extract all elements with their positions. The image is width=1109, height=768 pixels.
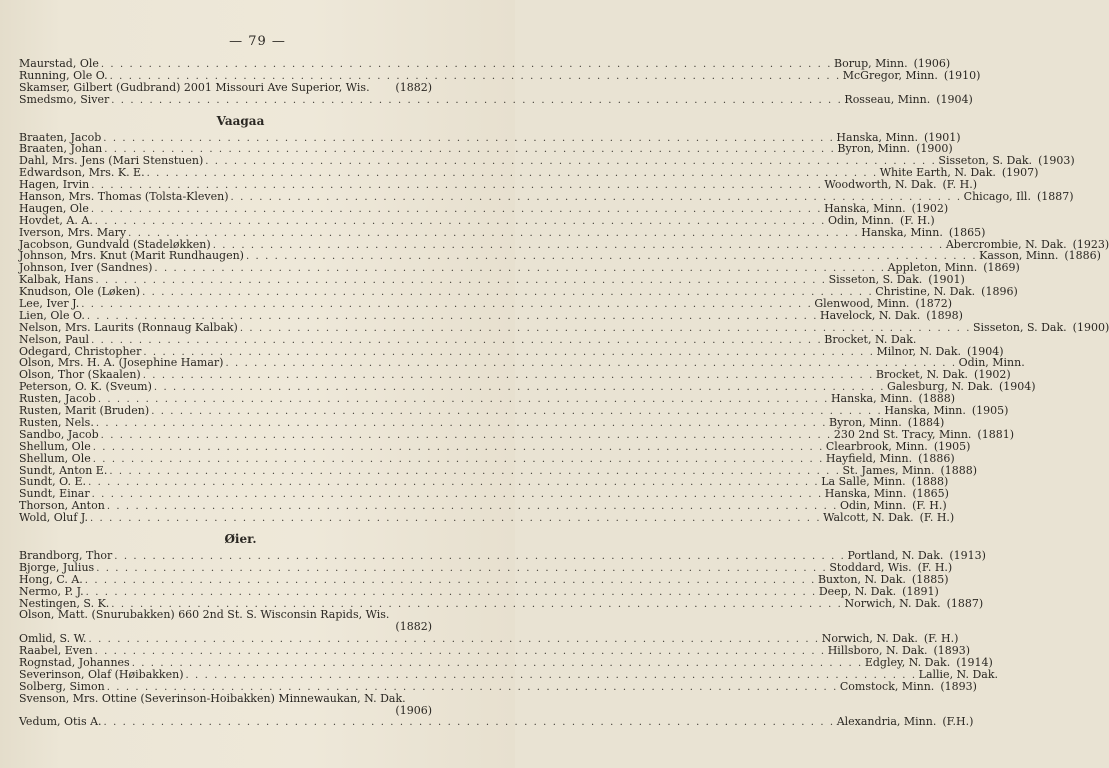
leader-dots: . . . . . . . . . . . . . . . . . . . . . . . . . . . . . . . . . . . . . . . . . . . . . . . . . . . . . . . . . . . . . . . . . . . . . . . . . . . . . — [128, 227, 860, 239]
entry-name: Hanson, Mrs. Thomas (Tolsta-Kleven) — [19, 190, 229, 204]
directory-entry — [19, 68, 981, 82]
entry-place: Sisseton, S. Dak. — [973, 320, 1067, 334]
leader-dots: . . . . . . . . . . . . . . . . . . . . . . . . . . . . . . . . . . . . . . . . . . . . . . . . . . . . . . . . . . . . . . . . . . . . . . . . . . . . . — [97, 394, 829, 406]
directory-entry — [19, 572, 949, 586]
entry-name: Vedum, Otis A. — [19, 715, 102, 729]
entry-name: Nestingen, S. K. — [19, 596, 110, 610]
entry-year: (F. H.) — [912, 499, 947, 513]
directory-entry — [19, 332, 917, 346]
entry-name: Shellum, Ole — [19, 439, 91, 453]
entry-name: Hong, C. A. — [19, 572, 83, 586]
entry-year: (1887) — [946, 596, 984, 610]
entry-name: Kalbak, Hans — [19, 273, 94, 287]
entry-name: Braaten, Johan — [19, 142, 103, 156]
entry-place: Galesburg, N. Dak. — [887, 380, 993, 394]
leader-dots: . . . . . . . . . . . . . . . . . . . . . . . . . . . . . . . . . . . . . . . . . . . . . . . . . . . . . . . . . . . . . . . . . . . . . . . . . . . . . — [95, 275, 827, 287]
entry-place: Havelock, N. Dak. — [819, 308, 921, 322]
entry-year: (1869) — [983, 261, 1020, 275]
entry-year: (1913) — [949, 548, 986, 562]
entry-place: Byron, Minn. — [828, 415, 902, 429]
leader-dots: . . . . . . . . . . . . . . . . . . . . . . . . . . . . . . . . . . . . . . . . . . . . . . . . . . . . . . . . . . . . . . . . . . . . . . . . . . . . . — [103, 132, 835, 144]
leader-dots: . . . . . . . . . . . . . . . . . . . . . . . . . . . . . . . . . . . . . . . . . . . . . . . . . . . . . . . . . . . . . . . . . . . . . . . . . . . . . — [225, 358, 957, 370]
entry-name: Sundt, Einar — [19, 487, 90, 501]
leader-dots: . . . . . . . . . . . . . . . . . . . . . . . . . . . . . . . . . . . . . . . . . . . . . . . . . . . . . . . . . . . . . . . . . . . . . . . . . . . . . — [142, 370, 874, 382]
directory-entry — [19, 92, 973, 106]
entry-place: Abercrombie, N. Dak. — [945, 237, 1067, 251]
entry-year: (1910) — [943, 68, 981, 82]
entry-year: (1893) — [933, 644, 971, 658]
entry-name: Olson, Thor (Skaalen) — [19, 368, 141, 382]
leader-dots: . . . . . . . . . . . . . . . . . . . . . . . . . . . . . . . . . . . . . . . . . . . . . . . . . . . . . . . . . . . . . . . . . . . . . . . . . . . . . — [86, 310, 818, 322]
entry-place: Hillsboro, N. Dak. — [827, 644, 928, 658]
entry-year: (1882) — [395, 80, 432, 94]
entry-name: Haugen, Ole — [19, 201, 89, 215]
entry-place: McGregor, Minn. — [842, 68, 938, 82]
section-title: Øier. — [224, 531, 257, 546]
entry-name: Jacobson, Gundvald (Stadeløkken) — [19, 237, 211, 251]
entry-place: La Salle, Minn. — [821, 475, 906, 489]
entry-name: Smedsmo, Siver — [19, 92, 110, 106]
entry-place: Norwich, N. Dak. — [844, 596, 941, 610]
entry-year: (1893) — [940, 679, 977, 693]
entry-name: Knudson, Ole (Løken) — [19, 285, 141, 299]
leader-dots: . . . . . . . . . . . . . . . . . . . . . . . . . . . . . . . . . . . . . . . . . . . . . . . . . . . . . . . . . . . . . . . . . . . . . . . . . . . . . — [205, 156, 937, 168]
entry-name: Running, Ole O. — [19, 68, 108, 82]
entry-year: (1906) — [913, 57, 951, 70]
entry-name: Olson, Matt. (Snurubakken) 660 2nd St. S. Wisconsin Rapids, Wis. — [19, 608, 390, 622]
entry-year: (1904) — [998, 380, 1036, 394]
entry-place: Brocket, N. Dak. — [824, 332, 917, 346]
directory-entry — [19, 201, 949, 215]
entry-year-continued: (1882) — [395, 620, 432, 634]
entry-year: (1884) — [907, 415, 945, 429]
directory-entry — [19, 439, 971, 453]
entry-place: Comstock, Minn. — [839, 679, 935, 693]
leader-dots: . . . . . . . . . . . . . . . . . . . . . . . . . . . . . . . . . . . . . . . . . . . . . . . . . . . . . . . . . . . . . . . . . . . . . . . . . . . . . — [109, 465, 841, 477]
entry-year: (1901) — [928, 273, 965, 287]
entry-name: Hagen, Irvin — [19, 178, 90, 192]
entry-place: Kasson, Minn. — [979, 249, 1059, 263]
entry-year: (1891) — [902, 584, 939, 598]
entry-year: (1888) — [918, 392, 956, 406]
entry-year: (1904) — [936, 92, 973, 106]
entry-name: Dahl, Mrs. Jens (Mari Stenstuen) — [19, 154, 204, 168]
leader-dots: . . . . . . . . . . . . . . . . . . . . . . . . . . . . . . . . . . . . . . . . . . . . . . . . . . . . . . . . . . . . . . . . . . . . . . . . . . . . . — [212, 239, 944, 251]
leader-dots: . . . . . . . . . . . . . . . . . . . . . . . . . . . . . . . . . . . . . . . . . . . . . . . . . . . . . . . . . . . . . . . . . . . . . . . . . . . . . — [106, 501, 838, 513]
entry-name: Rusten, Marit (Bruden) — [19, 404, 150, 418]
leader-dots: . . . . . . . . . . . . . . . . . . . . . . . . . . . . . . . . . . . . . . . . . . . . . . . . . . . . . . . . . . . . . . . . . . . . . . . . . . . . . — [92, 453, 824, 465]
directory-entry — [19, 427, 1014, 441]
leader-dots: . . . . . . . . . . . . . . . . . . . . . . . . . . . . . . . . . . . . . . . . . . . . . . . . . . . . . . . . . . . . . . . . . . . . . . . . . . . . . — [146, 168, 878, 180]
entry-year: (1905) — [933, 439, 971, 453]
entry-place: White Earth, N. Dak. — [879, 166, 996, 180]
directory-entry — [19, 225, 986, 239]
directory-entry — [19, 511, 955, 525]
entry-name: Svenson, Mrs. Ottine (Severinson-Hoibakken) Minnewaukan, N. Dak. — [19, 691, 406, 705]
entry-year: (1888) — [940, 463, 978, 477]
entry-year-continued: (1906) — [395, 703, 432, 717]
entry-name: Sundt, O. E. — [19, 475, 87, 489]
leader-dots: . . . . . . . . . . . . . . . . . . . . . . . . . . . . . . . . . . . . . . . . . . . . . . . . . . . . . . . . . . . . . . . . . . . . . . . . . . . . . — [131, 657, 863, 669]
entry-name: Nelson, Paul — [19, 332, 90, 346]
entry-place: Hanska, Minn. — [861, 225, 943, 239]
entry-name: Severinson, Olaf (Høibakken) — [19, 667, 184, 681]
directory-entry — [19, 679, 977, 693]
directory-entry — [19, 693, 432, 705]
entry-place: Stoddard, Wis. — [829, 560, 912, 574]
leader-dots: . . . . . . . . . . . . . . . . . . . . . . . . . . . . . . . . . . . . . . . . . . . . . . . . . . . . . . . . . . . . . . . . . . . . . . . . . . . . . — [91, 180, 823, 192]
entry-name: Nelson, Mrs. Laurits (Ronnaug Kalbak) — [19, 320, 238, 334]
entry-year: (F. H.) — [942, 178, 978, 192]
entry-name: Bjorge, Julius — [19, 560, 95, 574]
entry-year: (1900) — [1072, 320, 1109, 334]
entry-name: Hovdet, A. A. — [19, 213, 93, 227]
leader-dots: . . . . . . . . . . . . . . . . . . . . . . . . . . . . . . . . . . . . . . . . . . . . . . . . . . . . . . . . . . . . . . . . . . . . . . . . . . . . . — [90, 203, 823, 215]
entry-place: Brocket, N. Dak. — [875, 368, 969, 382]
entry-name: Brandborg, Thor — [19, 548, 113, 562]
page-number: — 79 — — [229, 34, 286, 49]
entry-name: Raabel, Even — [19, 644, 93, 658]
entry-place: Buxton, N. Dak. — [817, 572, 906, 586]
leader-dots: . . . . . . . . . . . . . . . . . . . . . . . . . . . . . . . . . . . . . . . . . . . . . . . . . . . . . . . . . . . . . . . . . . . . . . . . . . . . . — [88, 634, 820, 646]
leader-dots: . . . . . . . . . . . . . . . . . . . . . . . . . . . . . . . . . . . . . . . . . . . . . . . . . . . . . . . . . . . . . . . . . . . . . . . . . . . . . — [114, 550, 846, 562]
entry-place: Clearbrook, Minn. — [825, 439, 928, 453]
entry-year: (1865) — [948, 225, 986, 239]
leader-dots: . . . . . . . . . . . . . . . . . . . . . . . . . . . . . . . . . . . . . . . . . . . . . . . . . . . . . . . . . . . . . . . . . . . . . . . . . . . . . — [111, 94, 843, 106]
entry-place: Byron, Minn. — [837, 142, 911, 156]
entry-place: Odin, Minn. — [839, 499, 907, 513]
leader-dots: . . . . . . . . . . . . . . . . . . . . . . . . . . . . . . . . . . . . . . . . . . . . . . . . . . . . . . . . . . . . . . . . . . . . . . . . . . . . . — [245, 251, 978, 263]
entry-year: (1905) — [971, 404, 1009, 418]
leader-dots: . . . . . . . . . . . . . . . . . . . . . . . . . . . . . . . . . . . . . . . . . . . . . . . . . . . . . . . . . . . . . . . . . . . . . . . . . . . . . — [94, 646, 826, 658]
leader-dots: . . . . . . . . . . . . . . . . . . . . . . . . . . . . . . . . . . . . . . . . . . . . . . . . . . . . . . . . . . . . . . . . . . . . . . . . . . . . . — [94, 215, 826, 227]
leader-dots: . . . . . . . . . . . . . . . . . . . . . . . . . . . . . . . . . . . . . . . . . . . . . . . . . . . . . . . . . . . . . . . . . . . . . . . . . . . . . — [100, 429, 832, 441]
entry-place: Borup, Minn. — [834, 57, 908, 70]
leader-dots: . . . . . . . . . . . . . . . . . . . . . . . . . . . . . . . . . . . . . . . . . . . . . . . . . . . . . . . . . . . . . . . . . . . . . . . . . . . . . — [91, 334, 823, 346]
leader-dots: . . . . . . . . . . . . . . . . . . . . . . . . . . . . . . . . . . . . . . . . . . . . . . . . . . . . . . . . . . . . . . . . . . . . . . . . . . . . . — [104, 144, 836, 156]
leader-dots: . . . . . . . . . . . . . . . . . . . . . . . . . . . . . . . . . . . . . . . . . . . . . . . . . . . . . . . . . . . . . . . . . . . . . . . . . . . . . — [142, 287, 874, 299]
entry-place: Walcott, N. Dak. — [823, 511, 914, 525]
directory-list — [19, 57, 1109, 729]
entry-name: Rognstad, Johannes — [19, 655, 130, 669]
entry-place: Appleton, Minn. — [887, 261, 978, 275]
section-title: Vaagaa — [216, 113, 265, 128]
entry-place: Hanska, Minn. — [836, 130, 918, 144]
leader-dots: . . . . . . . . . . . . . . . . . . . . . . . . . . . . . . . . . . . . . . . . . . . . . . . . . . . . . . . . . . . . . . . . . . . . . . . . . . . . . — [92, 441, 824, 453]
leader-dots: . . . . . . . . . . . . . . . . . . . . . . . . . . . . . . . . . . . . . . . . . . . . . . . . . . . . . . . . . . . . . . . . . . . . . . . . . . . . . — [91, 489, 823, 501]
entry-name: Olson, Mrs. H. A. (Josephine Hamar) — [19, 356, 224, 370]
entry-name: Edwardson, Mrs. K. E. — [19, 166, 145, 180]
entry-year: (F. H.) — [917, 560, 953, 574]
directory-entry — [19, 609, 432, 621]
leader-dots: . . . . . . . . . . . . . . . . . . . . . . . . . . . . . . . . . . . . . . . . . . . . . . . . . . . . . . . . . . . . . . . . . . . . . . . . . . . . . — [88, 477, 820, 489]
leader-dots: . . . . . . . . . . . . . . . . . . . . . . . . . . . . . . . . . . . . . . . . . . . . . . . . . . . . . . . . . . . . . . . . . . . . . . . . . . . . . — [154, 263, 886, 275]
entry-place: Odin, Minn. — [958, 356, 1025, 370]
leader-dots: . . . . . . . . . . . . . . . . . . . . . . . . . . . . . . . . . . . . . . . . . . . . . . . . . . . . . . . . . . . . . . . . . . . . . . . . . . . . . — [111, 598, 843, 610]
entry-place: Deep, N. Dak. — [818, 584, 897, 598]
entry-name: Solberg, Simon — [19, 679, 105, 693]
entry-year: (1901) — [923, 130, 961, 144]
entry-year: (1886) — [1064, 249, 1101, 263]
entry-place: Rosseau, Minn. — [844, 92, 931, 106]
entry-place: Sisseton, S. Dak. — [938, 154, 1033, 168]
leader-dots: . . . . . . . . . . . . . . . . . . . . . . . . . . . . . . . . . . . . . . . . . . . . . . . . . . . . . . . . . . . . . . . . . . . . . . . . . . . . . — [143, 346, 875, 358]
entry-year: (1885) — [911, 572, 949, 586]
leader-dots: . . . . . . . . . . . . . . . . . . . . . . . . . . . . . . . . . . . . . . . . . . . . . . . . . . . . . . . . . . . . . . . . . . . . . . . . . . . . . — [109, 70, 841, 82]
leader-dots: . . . . . . . . . . . . . . . . . . . . . . . . . . . . . . . . . . . . . . . . . . . . . . . . . . . . . . . . . . . . . . . . . . . . . . . . . . . . . — [106, 681, 838, 693]
entry-name: Lee, Iver J. — [19, 297, 80, 311]
entry-year: (1900) — [916, 142, 953, 156]
directory-entry — [19, 285, 1018, 299]
directory-entry — [19, 320, 1109, 334]
entry-place: Hanska, Minn. — [830, 392, 913, 406]
entry-name: Odegard, Christopher — [19, 344, 142, 358]
leader-dots: . . . . . . . . . . . . . . . . . . . . . . . . . . . . . . . . . . . . . . . . . . . . . . . . . . . . . . . . . . . . . . . . . . . . . . . . . . . . . — [95, 417, 827, 429]
entry-place: Milnor, N. Dak. — [876, 344, 961, 358]
entry-place: Lallie, N. Dak. — [918, 667, 999, 681]
entry-name: Skamser, Gilbert (Gudbrand) 2001 Missouri Ave Superior, Wis. — [19, 80, 370, 94]
leader-dots: . . . . . . . . . . . . . . . . . . . . . . . . . . . . . . . . . . . . . . . . . . . . . . . . . . . . . . . . . . . . . . . . . . . . . . . . . . . . . — [96, 562, 828, 574]
entry-place: Portland, N. Dak. — [847, 548, 944, 562]
entry-year: (1881) — [977, 427, 1014, 441]
entry-year: (1888) — [911, 475, 949, 489]
leader-dots: . . . . . . . . . . . . . . . . . . . . . . . . . . . . . . . . . . . . . . . . . . . . . . . . . . . . . . . . . . . . . . . . . . . . . . . . . . . . . — [153, 382, 886, 394]
entry-name: Maurstad, Ole — [19, 57, 99, 70]
entry-year: (F. H.) — [923, 632, 959, 646]
entry-place: Woodworth, N. Dak. — [824, 178, 937, 192]
entry-place: Christine, N. Dak. — [875, 285, 976, 299]
leader-dots: . . . . . . . . . . . . . . . . . . . . . . . . . . . . . . . . . . . . . . . . . . . . . . . . . . . . . . . . . . . . . . . . . . . . . . . . . . . . . — [81, 299, 813, 311]
entry-name: Sundt, Anton E. — [19, 463, 108, 477]
entry-place: St. James, Minn. — [842, 463, 935, 477]
entry-name: Rusten, Nels. — [19, 415, 94, 429]
entry-year: (F.H.) — [942, 715, 974, 729]
entry-place: Hanska, Minn. — [824, 487, 907, 501]
entry-year: (1902) — [974, 368, 1011, 382]
directory-entry — [19, 82, 432, 94]
entry-place: Hanska, Minn. — [824, 201, 906, 215]
leader-dots: . . . . . . . . . . . . . . . . . . . . . . . . . . . . . . . . . . . . . . . . . . . . . . . . . . . . . . . . . . . . . . . . . . . . . . . . . . . . . — [85, 586, 817, 598]
entry-name: Rusten, Jacob — [19, 392, 96, 406]
entry-year: (1898) — [926, 308, 963, 322]
entry-name: Sandbo, Jacob — [19, 427, 99, 441]
leader-dots: . . . . . . . . . . . . . . . . . . . . . . . . . . . . . . . . . . . . . . . . . . . . . . . . . . . . . . . . . . . . . . . . . . . . . . . . . . . . . — [230, 192, 962, 204]
entry-place: Glenwood, Minn. — [814, 297, 910, 311]
entry-name: Omlid, S. W. — [19, 632, 87, 646]
entry-name: Shellum, Ole — [19, 451, 91, 465]
entry-name: Lien, Ole O. — [19, 308, 85, 322]
entry-year: (1914) — [956, 655, 993, 669]
entry-place: Alexandria, Minn. — [836, 715, 937, 729]
entry-place: Sisseton, S. Dak. — [828, 273, 923, 287]
entry-year: (1907) — [1001, 166, 1039, 180]
entry-year: (1872) — [915, 297, 952, 311]
directory-entry — [19, 667, 999, 681]
leader-dots: . . . . . . . . . . . . . . . . . . . . . . . . . . . . . . . . . . . . . . . . . . . . . . . . . . . . . . . . . . . . . . . . . . . . . . . . . . . . . — [239, 322, 971, 334]
directory-entry — [19, 584, 939, 598]
entry-place: Hanska, Minn. — [884, 404, 966, 418]
entry-year: (1902) — [911, 201, 949, 215]
directory-entry — [19, 451, 955, 465]
leader-dots: . . . . . . . . . . . . . . . . . . . . . . . . . . . . . . . . . . . . . . . . . . . . . . . . . . . . . . . . . . . . . . . . . . . . . . . . . . . . . — [89, 513, 822, 525]
entry-year: (1887) — [1036, 190, 1074, 204]
entry-name: Braaten, Jacob — [19, 130, 102, 144]
entry-name: Johnson, Iver (Sandnes) — [19, 261, 153, 275]
entry-place: Edgley, N. Dak. — [864, 655, 951, 669]
entry-year: (1903) — [1038, 154, 1075, 168]
leader-dots: . . . . . . . . . . . . . . . . . . . . . . . . . . . . . . . . . . . . . . . . . . . . . . . . . . . . . . . . . . . . . . . . . . . . . . . . . . . . . — [84, 574, 816, 586]
directory-entry — [19, 560, 953, 574]
entry-year: (1923) — [1072, 237, 1109, 251]
entry-name: Peterson, O. K. (Sveum) — [19, 380, 152, 394]
entry-name: Wold, Oluf J. — [19, 511, 88, 525]
entry-year: (1896) — [981, 285, 1018, 299]
leader-dots: . . . . . . . . . . . . . . . . . . . . . . . . . . . . . . . . . . . . . . . . . . . . . . . . . . . . . . . . . . . . . . . . . . . . . . . . . . . . . — [100, 59, 833, 70]
entry-year: (1865) — [912, 487, 949, 501]
entry-name: Thorson, Anton — [19, 499, 105, 513]
entry-year: (1886) — [918, 451, 955, 465]
leader-dots: . . . . . . . . . . . . . . . . . . . . . . . . . . . . . . . . . . . . . . . . . . . . . . . . . . . . . . . . . . . . . . . . . . . . . . . . . . . . . — [151, 406, 883, 418]
entry-year: (F. H.) — [919, 511, 955, 525]
leader-dots: . . . . . . . . . . . . . . . . . . . . . . . . . . . . . . . . . . . . . . . . . . . . . . . . . . . . . . . . . . . . . . . . . . . . . . . . . . . . . — [103, 717, 835, 729]
entry-place: Hayfield, Minn. — [825, 451, 913, 465]
entry-name: Iverson, Mrs. Mary — [19, 225, 127, 239]
entry-name: Johnson, Mrs. Knut (Marit Rundhaugen) — [19, 249, 244, 263]
entry-year: (1904) — [967, 344, 1004, 358]
entry-place: Chicago, Ill. — [963, 190, 1031, 204]
directory-entry — [19, 715, 974, 729]
entry-place: Odin, Minn. — [827, 213, 895, 227]
directory-entry — [19, 213, 935, 227]
entry-name: Nermo, P. J. — [19, 584, 84, 598]
entry-place: 230 2nd St. Tracy, Minn. — [833, 427, 972, 441]
entry-year: (F. H.) — [900, 213, 935, 227]
entry-place: Norwich, N. Dak. — [821, 632, 918, 646]
leader-dots: . . . . . . . . . . . . . . . . . . . . . . . . . . . . . . . . . . . . . . . . . . . . . . . . . . . . . . . . . . . . . . . . . . . . . . . . . . . . . — [185, 669, 917, 681]
